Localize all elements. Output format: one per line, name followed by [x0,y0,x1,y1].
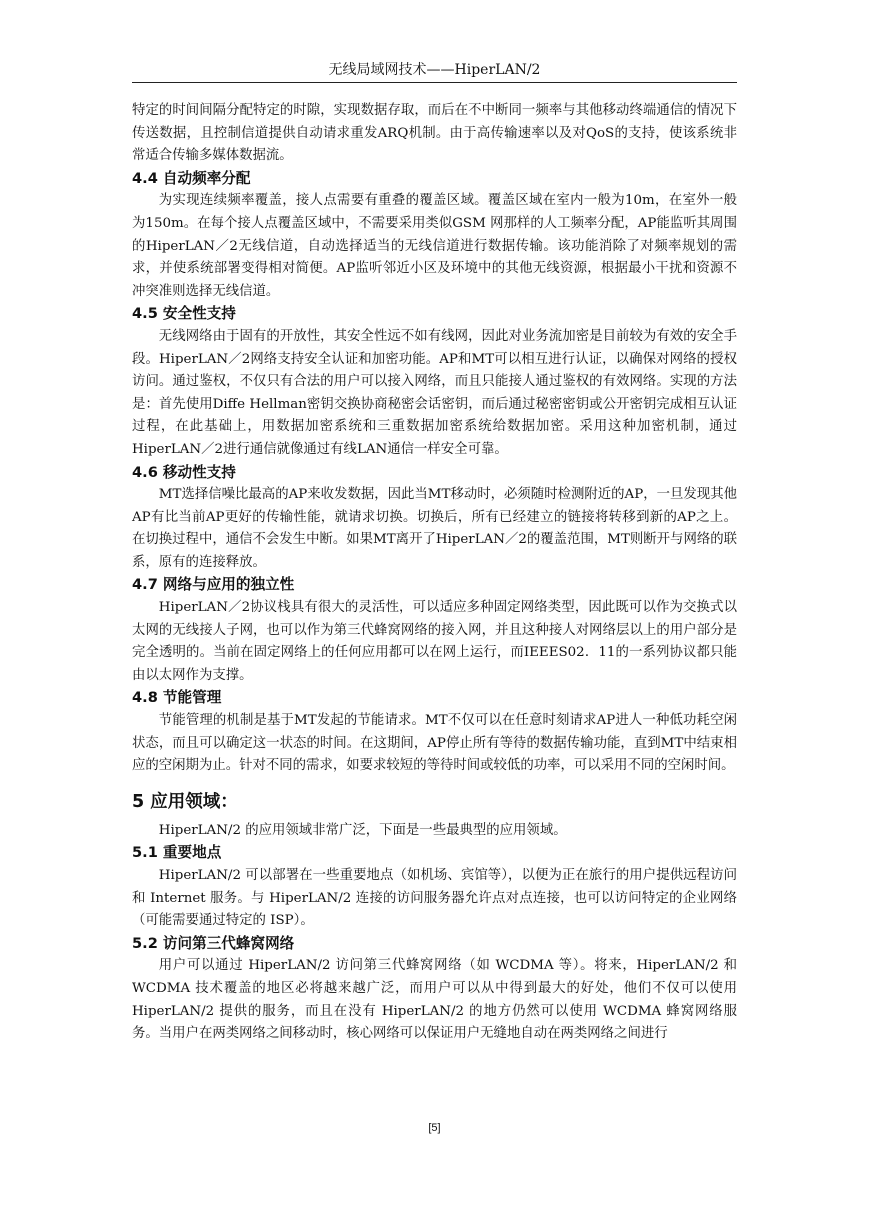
body-paragraph: 用户可以通过 HiperLAN/2 访问第三代蜂窝网络（如 WCDMA 等）。将来，HiperLAN/2 和 WCDMA 技术覆盖的地区必将越来越广泛，而用户可以从中得到最大的好处，他们不仅可以使用 HiperLAN/2 提供的服务，而且在没有 HiperLAN/2 的地方仍然可以使用 WCDMA 蜂窝网络服务。当用户在两类网络之间移动时，核心网络可以保证用户无缝地自动在两类网络之间进行 [132,958,737,1042]
body-paragraph: 节能管理的机制是基于MT发起的节能请求。MT不仅可以在任意时刻请求AP进人一种低功耗空闲状态，而且可以确定这一状态的时间。在这期间，AP停止所有等待的数据传输功能，直到MT中结束相应的空闲期为止。针对不同的需求，如要求较短的等待时间或较低的功率，可以采用不同的空闲时间。 [132,713,737,774]
body-paragraph: HiperLAN/2 的应用领域非常广泛，下面是一些最典型的应用领域。 [158,822,567,838]
body-paragraph: HiperLAN／2协议栈具有很大的灵活性，可以适应多种固定网络类型，因此既可以作为交换式以太网的无线接人子网，也可以作为第三代蜂窝网络的接入网，并且这种接人对网络层以上的用户部分是完全透明的。当前在固定网络上的任何应用都可以在网上运行，而IEEES02．11的一系列协议都只能由以太网作为支撑。 [132,600,737,683]
subsection-heading: 4.7 网络与应用的独立性 [132,576,295,594]
subsection-heading: 4.6 移动性支持 [132,463,236,481]
subsection-heading: 4.5 安全性支持 [132,305,236,323]
body-paragraph: 为实现连续频率覆盖，接人点需要有重叠的覆盖区域。覆盖区域在室内一般为10m，在室外一般为150m。在每个接人点覆盖区域中，不需要采用类似GSM 网那样的人工频率分配，AP能监听其周围的HiperLAN／2无线信道，自动选择适当的无线信道进行数据传输。该功能消除了对频率规划的需求，并使系统部署变得相对简便。AP监听邻近小区及环境中的其他无线资源，根据最小干扰和资源不冲突准则选择无线信道。 [132,193,737,299]
subsection-heading: 5.2 访问第三代蜂窝网络 [132,934,295,952]
subsection-heading: 4.4 自动频率分配 [132,169,251,187]
body-paragraph: 无线网络由于固有的开放性，其安全性远不如有线网，因此对业务流加密是目前较为有效的安全手段。HiperLAN／2网络支持安全认证和加密功能。AP和MT可以相互进行认证，以确保对网络的授权访问。通过鉴权，不仅只有合法的用户可以接入网络，而且只能接人通过鉴权的有效网络。实现的方法是：首先使用Diffe Hellman密钥交换协商秘密会话密钥，而后通过秘密密钥或公开密钥完成相互认证过程，在此基础上，用数据加密系统和三重数据加密系统给数据加密。采用这种加密机制，通过HiperLAN／2进行通信就像通过有线LAN通信一样安全可靠。 [132,328,737,457]
subsection-heading: 5.1 重要地点 [132,844,222,862]
section-heading: 5 应用领域： [132,791,238,812]
body-paragraph: MT选择信噪比最高的AP来收发数据，因此当MT移动时，必须随时检测附近的AP，一旦发现其他AP有比当前AP更好的传输性能，就请求切换。切换后，所有已经建立的链接将转移到新的AP之上。在切换过程中，通信不会发生中断。如果MT离开了HiperLAN／2的覆盖范围，MT则断开与网络的联系，原有的连接释放。 [132,487,738,570]
header-rule [132,82,737,83]
body-paragraph: HiperLAN/2 可以部署在一些重要地点（如机场、宾馆等），以便为正在旅行的用户提供远程访问和 Internet 服务。与 HiperLAN/2 连接的访问服务器允许点对点连接，也可以访问特定的企业网络（可能需要通过特定的 ISP）。 [132,868,737,929]
running-header: 无线局域网技术——HiperLAN/2 [328,62,541,78]
page-number: [5] [428,1122,441,1134]
subsection-heading: 4.8 节能管理 [132,689,222,707]
body-paragraph: 特定的时间间隔分配特定的时隙，实现数据存取，而后在不中断同一频率与其他移动终端通信的情况下传送数据，且控制信道提供自动请求重发ARQ机制。由于高传输速率以及对QoS的支持，使该系统非常适合传输多媒体数据流。 [132,103,737,164]
document-body [132,100,737,1046]
